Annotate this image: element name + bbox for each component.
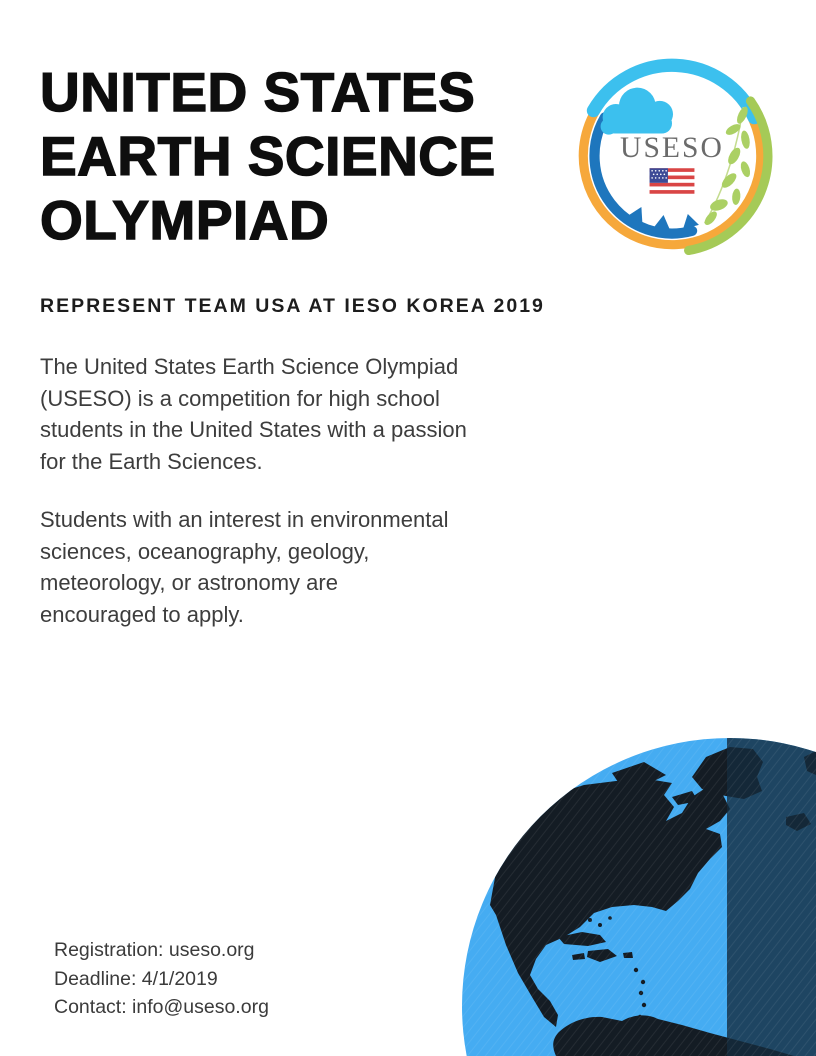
paragraph-line: for the Earth Sciences. <box>40 448 263 474</box>
intro-paragraph <box>40 351 467 477</box>
title-line-1: UNITED STATES <box>40 61 476 123</box>
paragraph-line: sciences, oceanography, geology, <box>40 538 370 564</box>
apply-paragraph <box>40 504 448 630</box>
useso-logo <box>570 54 774 258</box>
logo-acronym: USESO <box>620 132 724 165</box>
contact-block <box>54 936 269 1022</box>
page-title <box>40 60 496 252</box>
deadline-line: Deadline: 4/1/2019 <box>54 967 218 990</box>
earth-illustration <box>460 735 816 1056</box>
subtitle: REPRESENT TEAM USA AT IESO KOREA 2019 <box>40 295 545 317</box>
paragraph-line: (USESO) is a competition for high school <box>40 385 440 411</box>
paragraph-line: Students with an interest in environmental <box>40 507 449 532</box>
paragraph-line: encouraged to apply. <box>40 601 244 627</box>
paragraph-line: students in the United States with a passion <box>40 417 467 442</box>
title-line-2: EARTH SCIENCE <box>40 125 496 187</box>
contact-line: Contact: info@useso.org <box>54 996 269 1018</box>
paragraph-line: The United States Earth Science Olympiad <box>40 354 459 379</box>
title-line-3: OLYMPIAD <box>40 189 330 251</box>
paragraph-line: meteorology, or astronomy are <box>40 570 338 595</box>
us-flag-icon <box>650 168 695 194</box>
registration-line: Registration: useso.org <box>54 939 255 961</box>
